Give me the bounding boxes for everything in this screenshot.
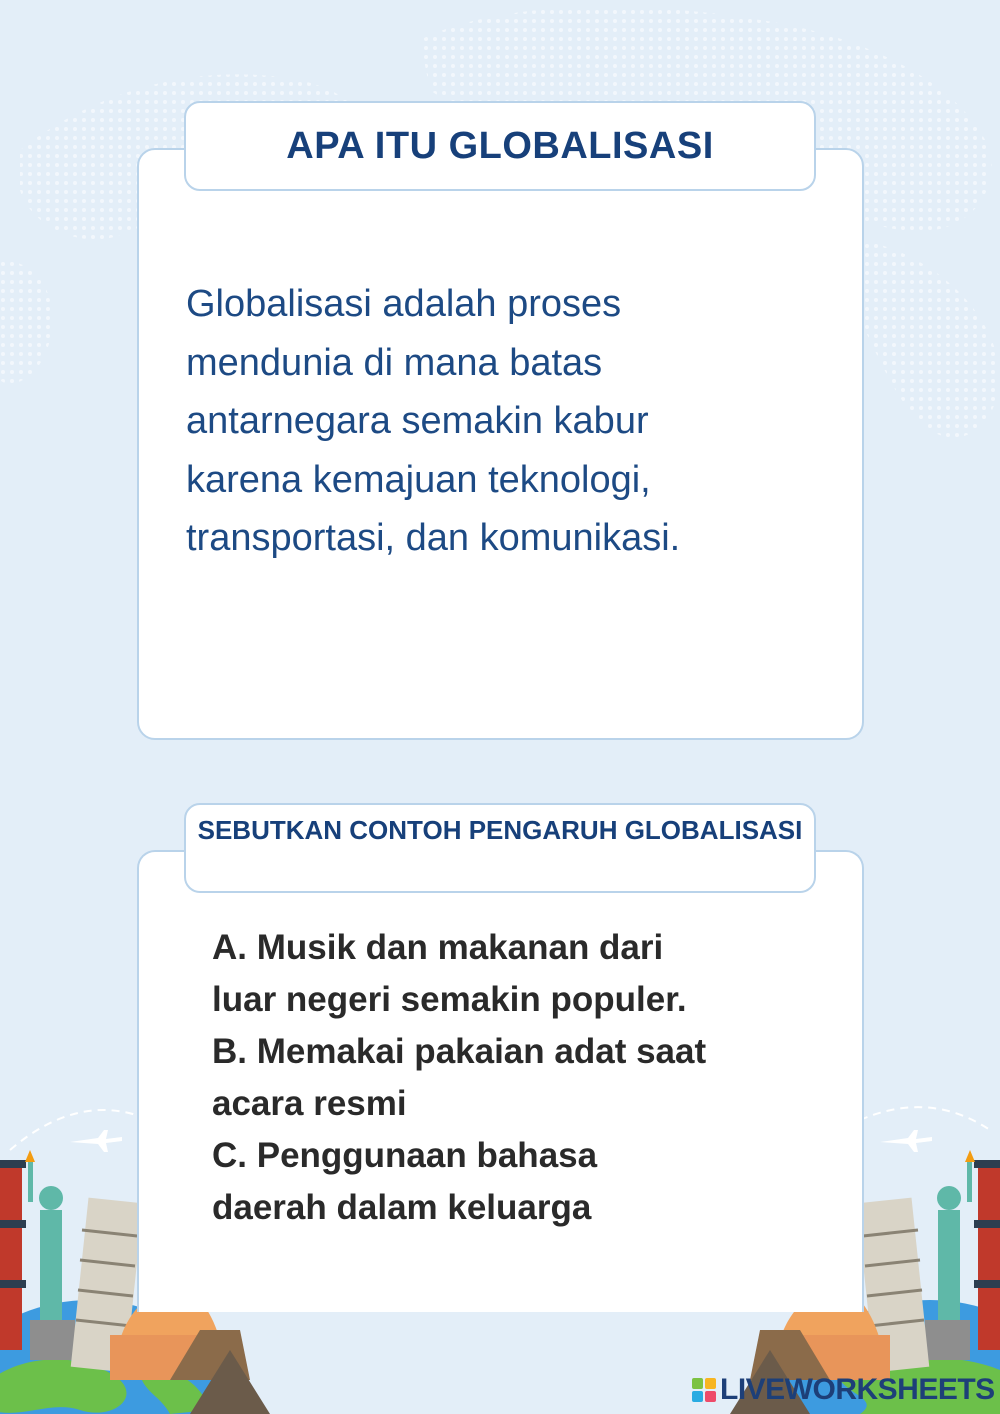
section-title-text: APA ITU GLOBALISASI <box>286 124 714 167</box>
section-title-globalisasi <box>184 101 816 191</box>
option-line[interactable]: daerah dalam keluarga <box>212 1188 592 1227</box>
section-title-text: SEBUTKAN CONTOH PENGARUH GLOBALISASI <box>197 814 803 845</box>
logo-text: LIVEWORKSHEETS <box>720 1373 995 1406</box>
option-line[interactable]: C. Penggunaan bahasa <box>212 1136 598 1175</box>
option-line[interactable]: acara resmi <box>212 1084 407 1123</box>
option-line[interactable]: B. Memakai pakaian adat saat <box>212 1032 707 1071</box>
definition-line: karena kemajuan teknologi, <box>186 458 651 501</box>
definition-text <box>186 275 826 568</box>
liveworksheets-logo-icon <box>692 1378 716 1402</box>
definition-line: transportasi, dan komunikasi. <box>186 517 681 559</box>
liveworksheets-logo[interactable] <box>692 1372 995 1408</box>
definition-line: Globalisasi adalah proses <box>186 283 622 325</box>
answer-options <box>212 922 812 1234</box>
option-line[interactable]: A. Musik dan makanan dari <box>212 928 664 967</box>
section-title-contoh-pengaruh <box>184 803 816 893</box>
definition-line: mendunia di mana batas <box>186 341 603 384</box>
option-line[interactable]: luar negeri semakin populer. <box>212 980 687 1019</box>
definition-line: antarnegara semakin kabur <box>186 400 649 442</box>
